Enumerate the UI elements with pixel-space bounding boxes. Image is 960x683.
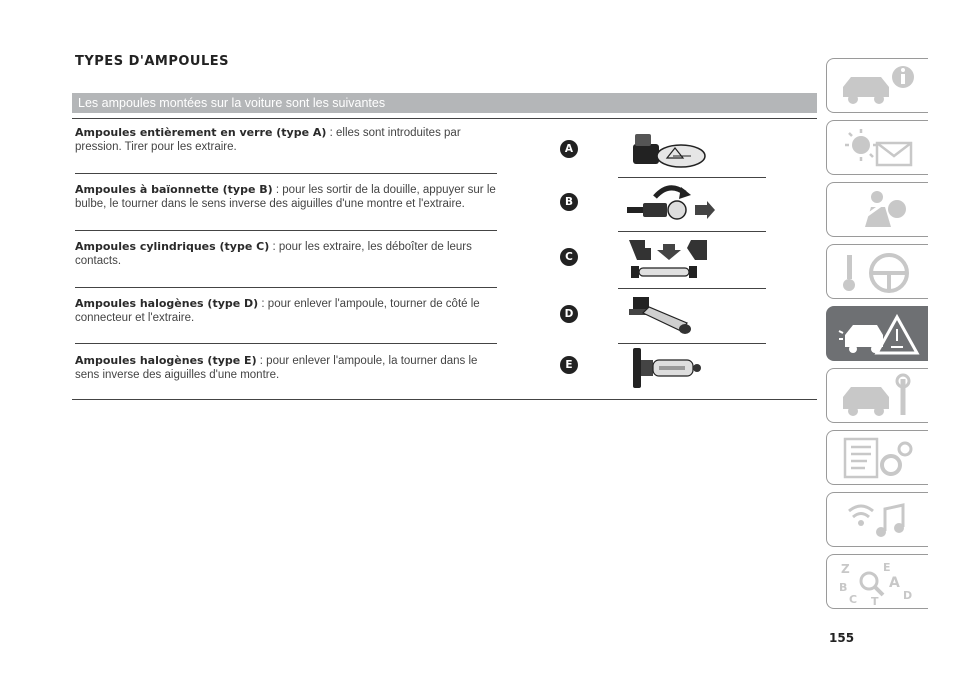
- tab-starting-driving[interactable]: [826, 244, 928, 299]
- entry-text: : pour enlever l'ampoule, la tourner dans le sens inverse des aiguilles d'une montre.: [75, 355, 478, 381]
- bulb-types-list: [75, 126, 497, 411]
- wedge-bulb-icon: [625, 130, 715, 178]
- badge-e: E: [560, 356, 578, 374]
- bulb-figure-e: [560, 346, 766, 402]
- divider: [75, 343, 497, 344]
- entry-label: Ampoules halogènes (type D): [75, 297, 259, 310]
- tab-emergency[interactable]: [826, 306, 928, 361]
- index-icon: [837, 559, 921, 606]
- safety-airbag-icon: [837, 187, 921, 234]
- svg-text:A: A: [889, 575, 900, 591]
- badge-a: A: [560, 140, 578, 158]
- car-info-icon: [837, 63, 921, 110]
- divider: [72, 118, 817, 119]
- steering-wheel-icon: [837, 249, 921, 296]
- section-banner: Les ampoules montées sur la voiture sont les suivantes: [72, 93, 817, 113]
- halogen-bulb-e-icon: [625, 346, 715, 394]
- page-number: 155: [829, 631, 855, 645]
- car-maintenance-icon: [837, 373, 921, 420]
- divider: [75, 173, 497, 174]
- svg-text:Z: Z: [841, 562, 850, 576]
- badge-d: D: [560, 305, 578, 323]
- svg-text:D: D: [903, 589, 913, 602]
- page-title: TYPES D'AMPOULES: [75, 54, 230, 69]
- entry-label: Ampoules cylindriques (type C): [75, 240, 270, 253]
- svg-text:C: C: [849, 593, 858, 606]
- entry-type-d: [75, 297, 497, 354]
- entry-text: : pour les sortir de la douille, appuyer sur le bulbe, le tourner dans le sens inverse des aiguilles d'une montre et l'extraire.: [75, 184, 496, 210]
- multimedia-icon: [837, 497, 921, 544]
- tab-multimedia[interactable]: [826, 492, 928, 547]
- emergency-triangle-icon: [837, 311, 921, 358]
- warning-lights-icon: [837, 125, 921, 172]
- entry-type-c: [75, 240, 497, 297]
- svg-text:T: T: [871, 595, 879, 606]
- divider: [618, 177, 766, 178]
- divider: [75, 230, 497, 231]
- technical-data-icon: [837, 435, 921, 482]
- divider: [618, 231, 766, 232]
- entry-label: Ampoules halogènes (type E): [75, 354, 257, 367]
- tab-warning-lights[interactable]: [826, 120, 928, 175]
- divider: [618, 288, 766, 289]
- bulb-figure-c: [560, 238, 766, 294]
- badge-c: C: [560, 248, 578, 266]
- entry-type-e: [75, 354, 497, 411]
- entry-type-b: [75, 183, 497, 240]
- tab-maintenance[interactable]: [826, 368, 928, 423]
- entry-type-a: [75, 126, 497, 183]
- entry-label: Ampoules à baïonnette (type B): [75, 183, 273, 196]
- badge-b: B: [560, 193, 578, 211]
- cylindrical-bulb-icon: [625, 238, 715, 286]
- halogen-bulb-d-icon: [625, 295, 715, 343]
- svg-text:B: B: [839, 581, 848, 594]
- divider: [75, 287, 497, 288]
- tab-safety[interactable]: [826, 182, 928, 237]
- entry-text: : pour enlever l'ampoule, tourner de côté le connecteur et l'extraire.: [75, 298, 480, 324]
- entry-label: Ampoules entièrement en verre (type A): [75, 126, 327, 139]
- tab-technical-data[interactable]: [826, 430, 928, 485]
- entry-text: : elles sont introduites par pression. Tirer pour les extraire.: [75, 127, 461, 153]
- svg-text:E: E: [883, 561, 891, 574]
- tab-index[interactable]: [826, 554, 928, 609]
- divider: [618, 343, 766, 344]
- bayonet-bulb-icon: [625, 183, 715, 231]
- tab-car-info[interactable]: [826, 58, 928, 113]
- entry-text: : pour les extraire, les déboîter de leurs contacts.: [75, 241, 472, 267]
